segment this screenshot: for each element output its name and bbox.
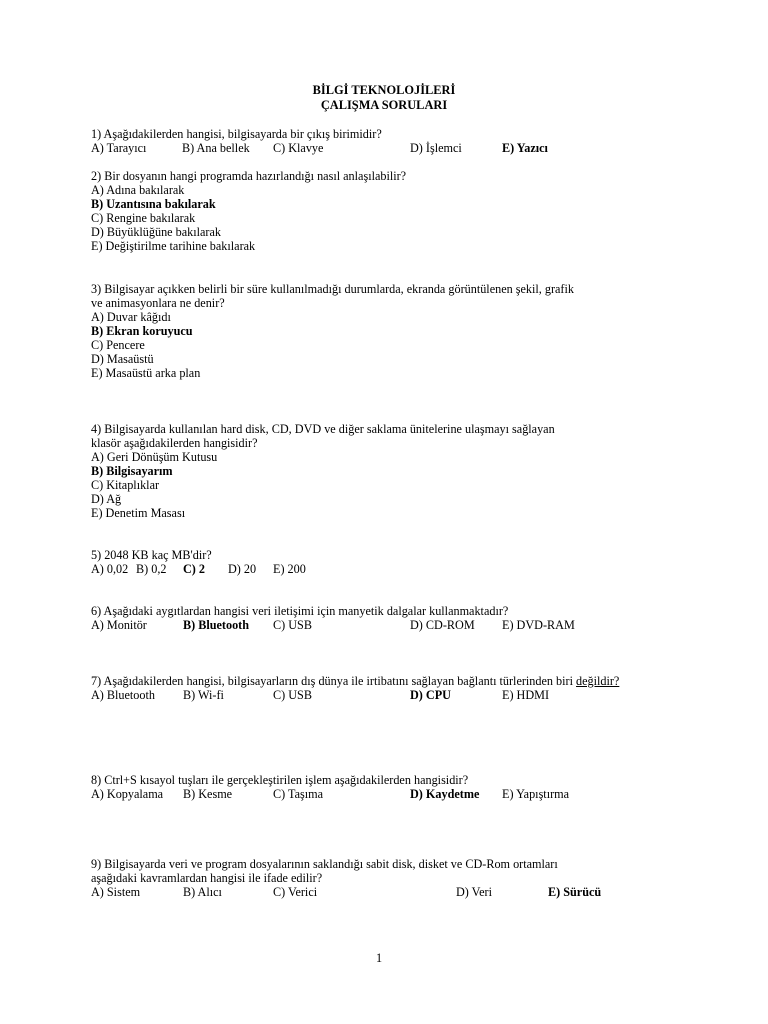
option-c: C) Kitaplıklar xyxy=(91,478,160,492)
option-c: C) USB xyxy=(273,618,312,632)
option-d: D) 20 xyxy=(228,562,257,576)
option-c: C) USB xyxy=(273,688,312,702)
question-text-line-2: klasör aşağıdakilerden hangisidir? xyxy=(91,436,258,450)
option-b-answer: B) Bluetooth xyxy=(183,618,250,632)
option-c: C) Rengine bakılarak xyxy=(91,211,196,225)
option-b: B) Wi-fi xyxy=(183,688,224,702)
option-e: E) Yapıştırma xyxy=(502,787,570,801)
question-text-line-2: ve animasyonlara ne denir? xyxy=(91,296,225,310)
option-b-answer: B) Ekran koruyucu xyxy=(91,324,193,338)
option-e: E) Denetim Masası xyxy=(91,506,186,520)
question-text: 1) Aşağıdakilerden hangisi, bilgisayarda bir çıkış birimidir? xyxy=(91,127,382,141)
document-subtitle: ÇALIŞMA SORULARI xyxy=(320,98,448,112)
page-number: 1 xyxy=(376,951,383,965)
question-text-line-1: 4) Bilgisayarda kullanılan hard disk, CD, DVD ve diğer saklama ünitelerine ulaşmayı sağlayan xyxy=(91,422,555,436)
question-text: 5) 2048 KB kaç MB'dir? xyxy=(91,548,212,562)
option-a: A) 0,02 xyxy=(91,562,129,576)
option-a: A) Duvar kâğıdı xyxy=(91,310,171,324)
option-d-answer: D) Kaydetme xyxy=(410,787,480,801)
option-c: C) Pencere xyxy=(91,338,145,352)
option-a: A) Sistem xyxy=(91,885,141,899)
option-b: B) Kesme xyxy=(183,787,233,801)
option-a: A) Tarayıcı xyxy=(91,141,147,155)
option-e: E) 200 xyxy=(273,562,306,576)
option-d: D) Büyüklüğüne bakılarak xyxy=(91,225,221,239)
option-e: E) DVD-RAM xyxy=(502,618,575,632)
question-text-line-1: 3) Bilgisayar açıkken belirli bir süre kullanılmadığı durumlarda, ekranda görüntülenen şekil, grafik xyxy=(91,282,574,296)
option-d: D) Ağ xyxy=(91,492,122,506)
question-emphasis: değildir? xyxy=(576,674,620,688)
option-e: E) HDMI xyxy=(502,688,550,702)
option-c: C) Klavye xyxy=(273,141,324,155)
option-c: C) Taşıma xyxy=(273,787,324,801)
option-a: A) Bluetooth xyxy=(91,688,155,702)
option-d-answer: D) CPU xyxy=(410,688,451,702)
question-text xyxy=(91,674,619,688)
question-text-main: 7) Aşağıdakilerden hangisi, bilgisayarların dış dünya ile irtibatını sağlayan bağlantı türlerinden biri xyxy=(91,674,573,688)
document-title: BİLGİ TEKNOLOJİLERİ xyxy=(312,83,456,97)
option-b: B) Alıcı xyxy=(183,885,222,899)
option-e-answer: E) Sürücü xyxy=(548,885,602,899)
option-a: A) Geri Dönüşüm Kutusu xyxy=(91,450,218,464)
option-d: D) Veri xyxy=(456,885,492,899)
option-b: B) Ana bellek xyxy=(182,141,250,155)
option-b-answer: B) Bilgisayarım xyxy=(91,464,173,478)
option-c: C) Verici xyxy=(273,885,318,899)
question-text-line-2: aşağıdaki kavramlardan hangisi ile ifade edilir? xyxy=(91,871,323,885)
option-b-answer: B) Uzantısına bakılarak xyxy=(91,197,216,211)
option-c-answer: C) 2 xyxy=(183,562,206,576)
option-d: D) CD-ROM xyxy=(410,618,475,632)
option-e: E) Değiştirilme tarihine bakılarak xyxy=(91,239,256,253)
option-a: A) Kopyalama xyxy=(91,787,164,801)
option-b: B) 0,2 xyxy=(136,562,167,576)
question-text: 6) Aşağıdaki aygıtlardan hangisi veri iletişimi için manyetik dalgalar kullanmaktadır? xyxy=(91,604,509,618)
option-d: D) İşlemci xyxy=(410,141,462,155)
option-e-answer: E) Yazıcı xyxy=(502,141,548,155)
option-e: E) Masaüstü arka plan xyxy=(91,366,201,380)
option-a: A) Adına bakılarak xyxy=(91,183,185,197)
option-a: A) Monitör xyxy=(91,618,147,632)
question-text: 8) Ctrl+S kısayol tuşları ile gerçekleştirilen işlem aşağıdakilerden hangisidir? xyxy=(91,773,469,787)
question-text-line-1: 9) Bilgisayarda veri ve program dosyalarının saklandığı sabit disk, disket ve CD-Rom ortamları xyxy=(91,857,558,871)
option-d: D) Masaüstü xyxy=(91,352,154,366)
question-text: 2) Bir dosyanın hangi programda hazırlandığı nasıl anlaşılabilir? xyxy=(91,169,407,183)
